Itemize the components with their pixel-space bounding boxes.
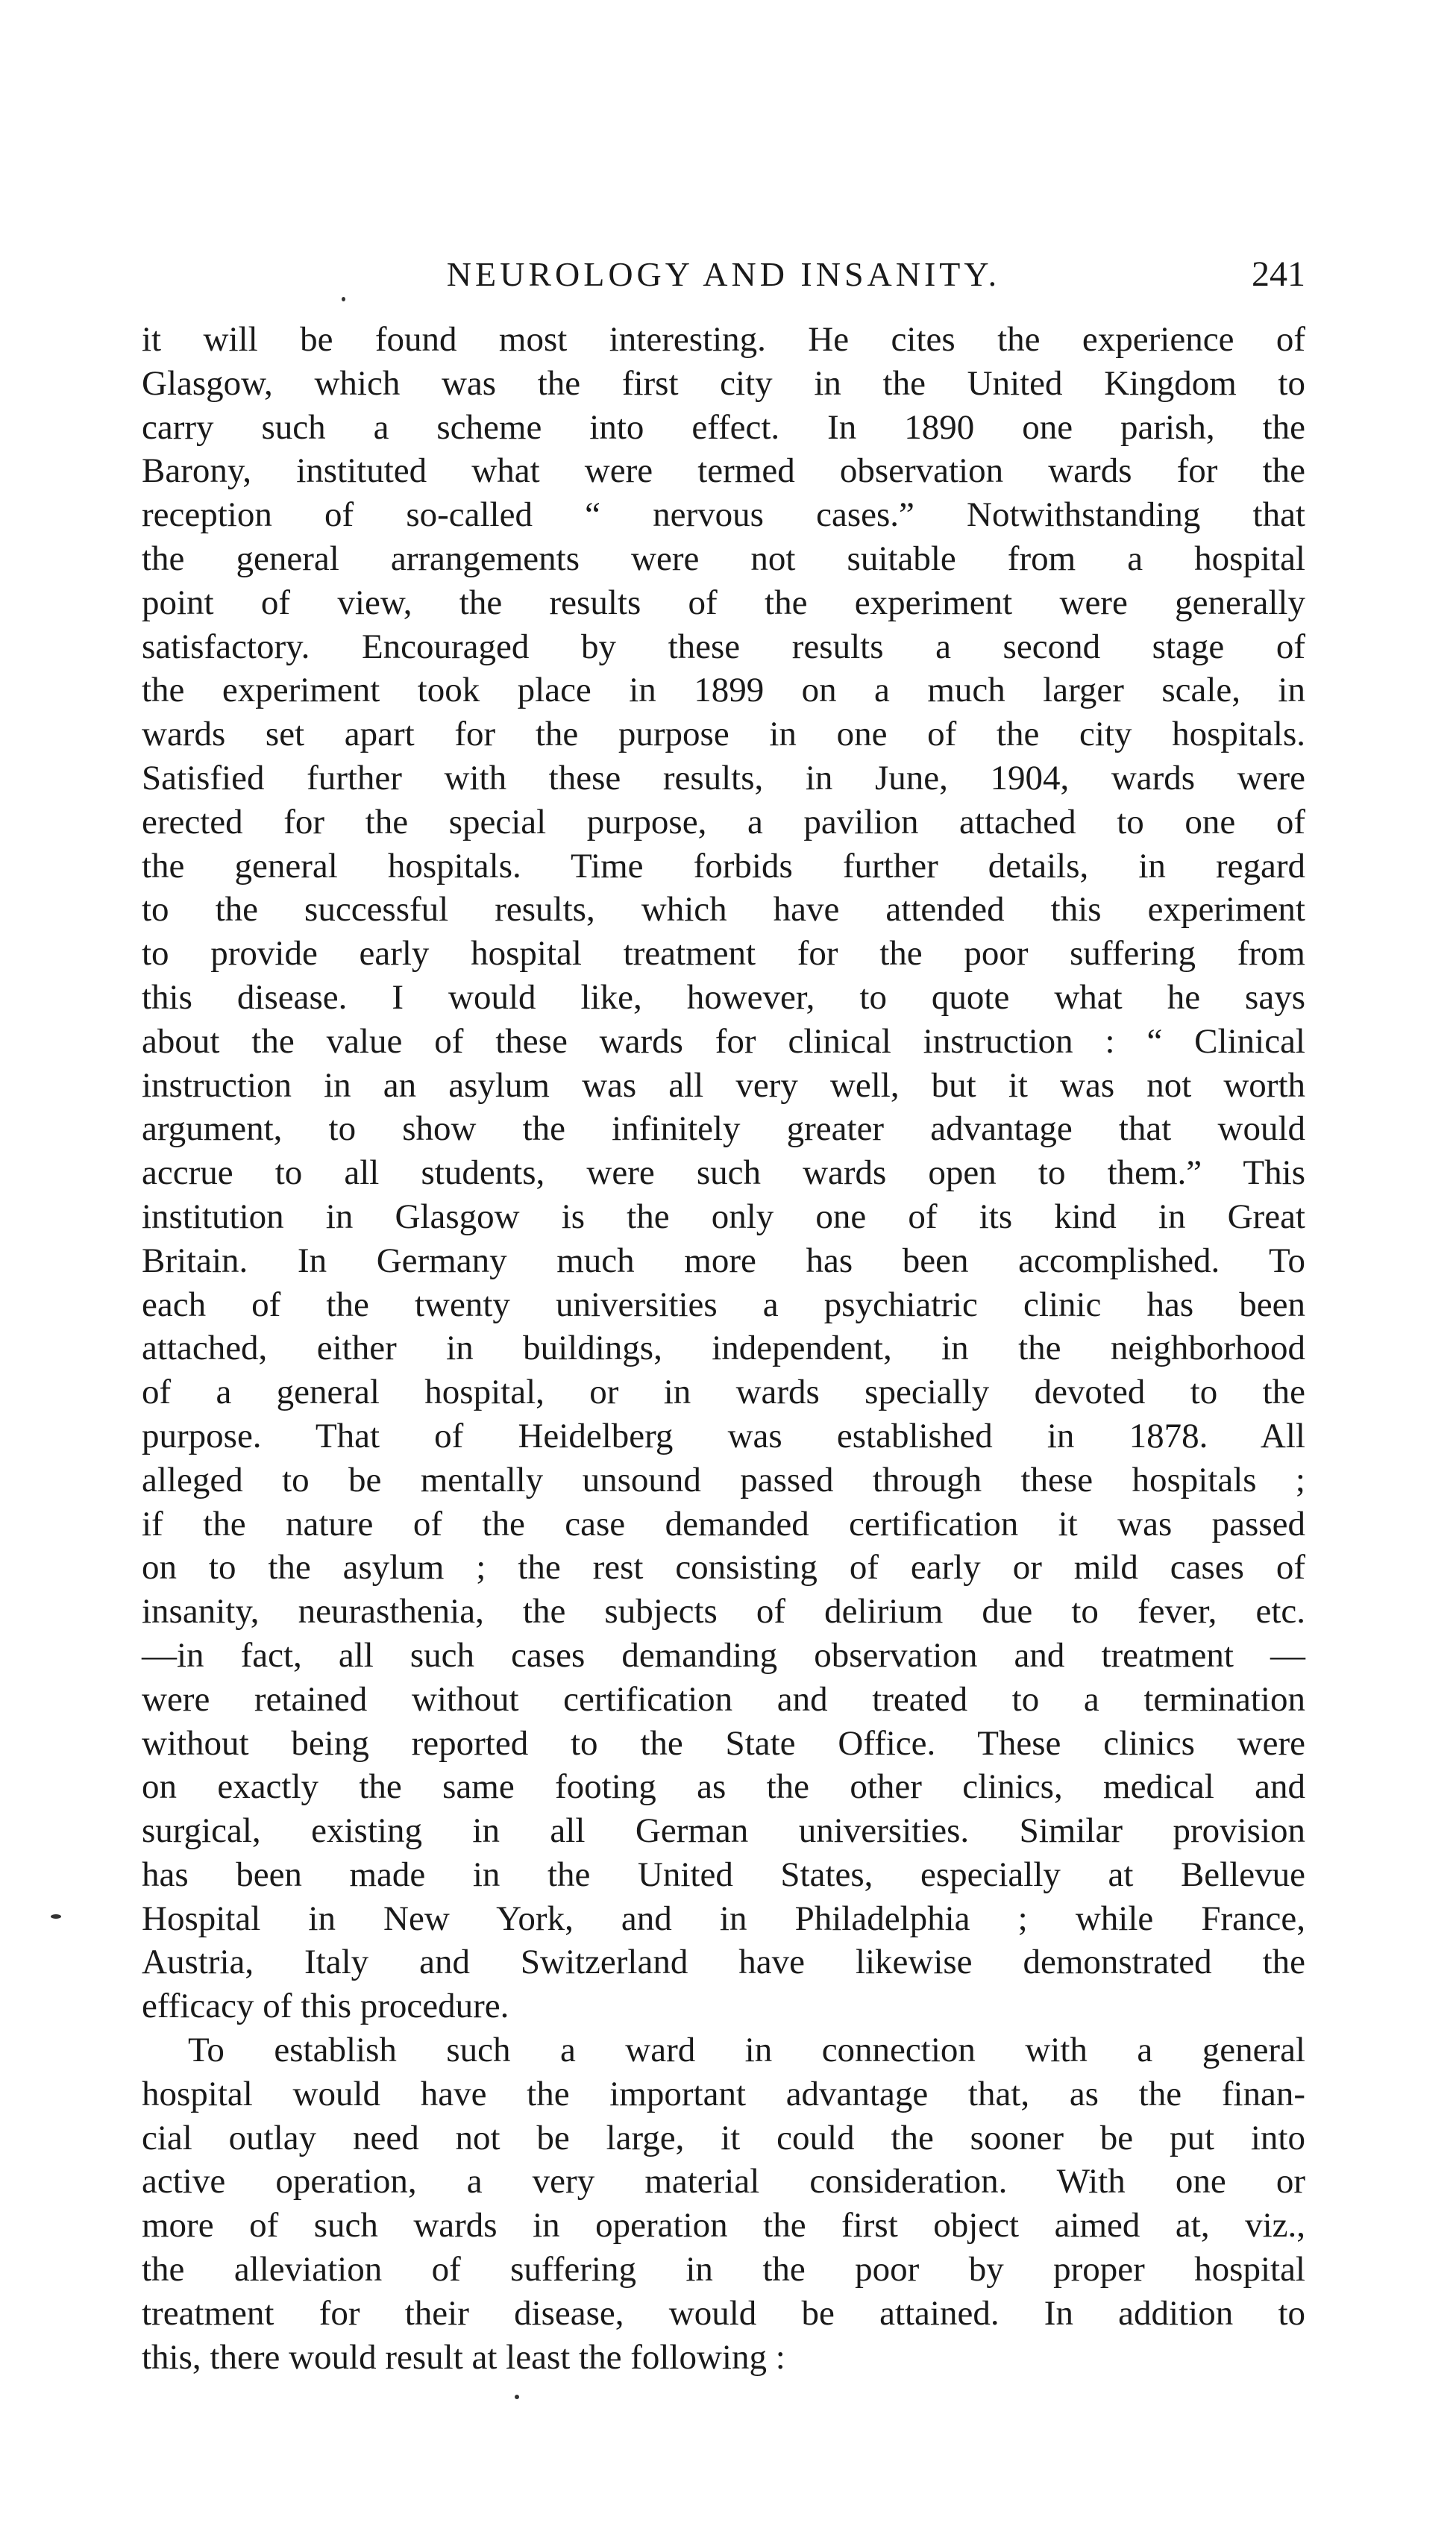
text-line: alleged to be mentally unsound passed through these hospitals ; — [142, 1460, 1305, 1499]
text-line: to the successful results, which have attended this experiment — [142, 890, 1305, 930]
text-line: Austria, Italy and Switzerland have likewise demonstrated the — [142, 1943, 1305, 1982]
paragraph — [142, 318, 1305, 2028]
text-line: satisfactory. Encouraged by these results a second stage of — [142, 627, 1305, 666]
text-line: attached, either in buildings, independent, in the neighborhood — [142, 1329, 1305, 1368]
ink-speck — [51, 1914, 61, 1919]
running-head — [142, 245, 1305, 304]
text-line: efficacy of this procedure. — [142, 1987, 509, 2026]
text-line: treatment for their disease, would be attained. In addition to — [142, 2293, 1305, 2333]
text-line: it will be found most interesting. He cites the experience of — [142, 320, 1305, 359]
text-line: active operation, a very material consideration. With one or — [142, 2162, 1305, 2201]
text-line: wards set apart for the purpose in one of the city hospitals. — [142, 715, 1305, 754]
text-line: without being reported to the State Office. These clinics were — [142, 1723, 1305, 1763]
text-line: reception of so-called “ nervous cases.” Notwithstanding that — [142, 495, 1305, 535]
text-line: point of view, the results of the experiment were generally — [142, 583, 1305, 622]
paragraph — [142, 2028, 1305, 2379]
text-line: institution in Glasgow is the only one of its kind in Great — [142, 1197, 1305, 1236]
text-line: erected for the special purpose, a pavilion attached to one of — [142, 802, 1305, 841]
text-line: if the nature of the case demanded certification it was passed — [142, 1504, 1305, 1543]
text-line: instruction in an asylum was all very well, but it was not worth — [142, 1065, 1305, 1105]
text-line: insanity, neurasthenia, the subjects of delirium due to fever, etc. — [142, 1592, 1305, 1632]
text-line: the general arrangements were not suitable from a hospital — [142, 539, 1305, 578]
text-line: about the value of these wards for clinical instruction : “ Clinical — [142, 1021, 1305, 1061]
text-line: Hospital in New York, and in Philadelphia ; while France, — [142, 1899, 1305, 1938]
text-line: were retained without certification and treated to a termination — [142, 1679, 1305, 1719]
text-line: accrue to all students, were such wards open to them.” This — [142, 1153, 1305, 1193]
text-line: on to the asylum ; the rest consisting of early or mild cases of — [142, 1548, 1305, 1588]
text-line: Satisfied further with these results, in June, 1904, wards were — [142, 758, 1305, 797]
text-line: more of such wards in operation the first object aimed at, viz., — [142, 2206, 1305, 2245]
text-line: cial outlay need not be large, it could the sooner be put into — [142, 2118, 1305, 2157]
page-number: 241 — [1252, 254, 1305, 294]
text-line: hospital would have the important advantage that, as the finan- — [142, 2074, 1305, 2113]
text-line: the alleviation of suffering in the poor by proper hospital — [142, 2250, 1305, 2289]
text-line: To establish such a ward in connection with a general — [188, 2031, 1305, 2070]
text-line: —in fact, all such cases demanding observation and treatment — — [142, 1635, 1305, 1675]
text-line: each of the twenty universities a psychiatric clinic has been — [142, 1285, 1305, 1324]
text-line: the experiment took place in 1899 on a much larger scale, in — [142, 671, 1305, 710]
running-title: NEUROLOGY AND INSANITY. — [446, 255, 1001, 293]
text-line: to provide early hospital treatment for the poor suffering from — [142, 934, 1305, 974]
text-line: Britain. In Germany much more has been accomplished. To — [142, 1241, 1305, 1280]
text-line: this disease. I would like, however, to quote what he says — [142, 977, 1305, 1017]
text-line: the general hospitals. Time forbids further details, in regard — [142, 846, 1305, 886]
text-line: this, there would result at least the following : — [142, 2337, 785, 2377]
text-line: surgical, existing in all German universities. Similar provision — [142, 1811, 1305, 1851]
ink-speck — [515, 2395, 519, 2399]
ink-speck — [342, 297, 345, 301]
text-line: has been made in the United States, especially at Bellevue — [142, 1855, 1305, 1894]
text-line: Glasgow, which was the first city in the United Kingdom to — [142, 363, 1305, 403]
text-line: purpose. That of Heidelberg was established in 1878. All — [142, 1416, 1305, 1455]
text-line: of a general hospital, or in wards specially devoted to the — [142, 1373, 1305, 1412]
text-line: on exactly the same footing as the other clinics, medical and — [142, 1767, 1305, 1807]
body-text — [142, 318, 1305, 2379]
text-line: carry such a scheme into effect. In 1890 one parish, the — [142, 407, 1305, 447]
text-line: Barony, instituted what were termed observation wards for the — [142, 451, 1305, 491]
text-line: argument, to show the infinitely greater advantage that would — [142, 1109, 1305, 1149]
